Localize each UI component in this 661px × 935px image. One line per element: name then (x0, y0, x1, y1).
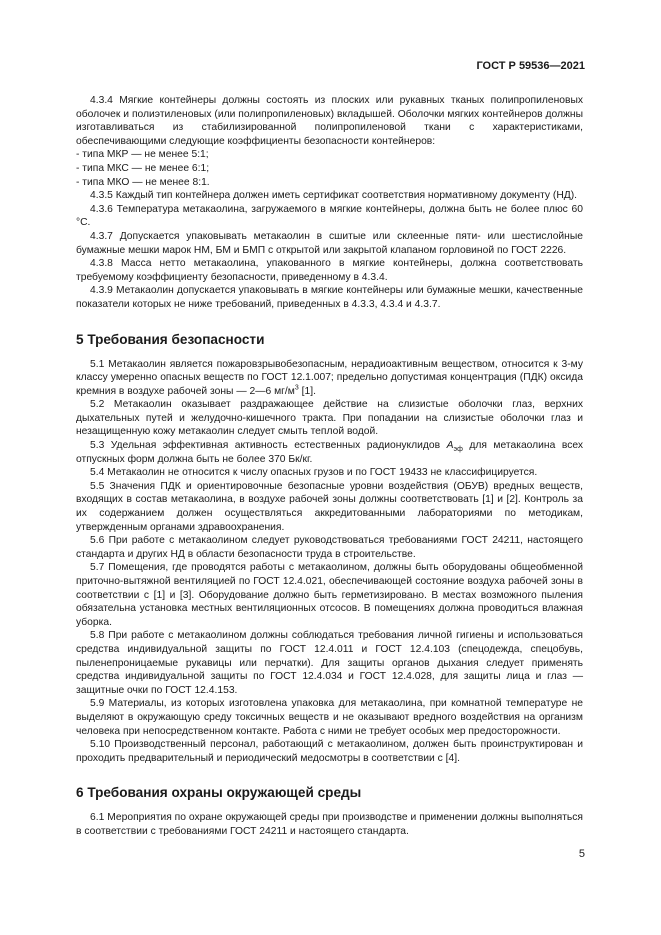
activity-symbol: А (446, 440, 454, 452)
list-item: - типа МКО — не менее 8:1. (76, 176, 210, 188)
section-5-title: 5 Требования безопасности (76, 331, 265, 347)
clause-5-1 (76, 358, 583, 399)
clause-5-2: 5.2 Метакаолин оказывает раздражающее действие на слизистые оболочки глаз, верхних дыхательных путей и желудочно-кишечного тракта. При попадании на слизистые оболочки глаз и незащищенную кожу метакаолин следует смыть теплой водой. (76, 399, 583, 438)
page-number: 5 (578, 848, 585, 860)
clause-4-3-7: 4.3.7 Допускается упаковывать метакаолин в сшитые или склеенные пяти- или шестислойные бумажные мешки марок НМ, БМ и БМП с открытой или закрытой клапаном горловиной по ГОСТ 2226. (76, 230, 583, 256)
clause-4-3-4: 4.3.4 Мягкие контейнеры должны состоять из плоских или рукавных тканых полипропиленовых оболочек и полиэтиленовых (или полипропиленовых) вкладышей. Оболочки мягких контейнеров должны изготавливаться из стабилизированной полипропиленовой ткани с характеристиками, обеспечивающими следующие коэффициенты безопасности контейнеров: (76, 95, 583, 147)
clause-4-3-9: 4.3.9 Метакаолин допускается упаковывать в мягкие контейнеры или бумажные мешки, качественные показатели которых не ниже требований, приведенных в 4.3.3, 4.3.4 и 4.3.7. (76, 285, 583, 310)
clause-5-3-text-end: для метакаолина всех отпускных форм должна быть не более 370 Бк/кг. (76, 440, 583, 465)
clause-4-3-8: 4.3.8 Масса нетто метакаолина, упакованного в мягкие контейнеры, должна соответствовать требуемому коэффициенту безопасности, приведенному в 4.3.4. (76, 258, 583, 283)
clause-5-10: 5.10 Производственный персонал, работающий с метакаолином, должен быть проинструктирован и проходить предварительный и периодический медосмотры в соответствии с [4]. (76, 739, 583, 764)
superscript: 3 (294, 384, 299, 392)
clause-4-3-6: 4.3.6 Температура метакаолина, загружаемого в мягкие контейнеры, должна быть не более плюс 60 °С. (76, 203, 583, 229)
clause-5-1-ref: [1]. (298, 385, 316, 397)
clause-5-4: 5.4 Метакаолин не относится к числу опасных грузов и по ГОСТ 19433 не классифицируется. (90, 467, 538, 479)
clause-5-7: 5.7 Помещения, где проводятся работы с метакаолином, должны быть оборудованы общеобменной приточно-вытяжной вентиляцией по ГОСТ 12.4.021, обеспечивающей состояние воздуха рабочей зоны в соответствии с [1] и [3]. Оборудование должно быть герметизировано. В местах возможного пыления обязательна установка местных вентиляционных отсосов. В помещениях должна проводиться влажная уборка. (76, 562, 583, 628)
clause-4-3-5: 4.3.5 Каждый тип контейнера должен иметь сертификат соответствия нормативному документу (НД). (90, 190, 578, 202)
clause-5-3 (76, 439, 583, 466)
section-6-title: 6 Требования охраны окружающей среды (76, 785, 362, 801)
clause-5-3-text: 5.3 Удельная эффективная активность естественных радионуклидов (90, 440, 447, 452)
subscript: эф (453, 446, 463, 454)
clause-5-5: 5.5 Значения ПДК и ориентировочные безопасные уровни воздействия (ОБУВ) вредных веществ, входящих в состав метакаолина, в воздухе рабочей зоны должны соответствовать [1] и [2]. Контроль за их содержанием должен осуществляться аккредитованными лабораториями по методикам, утвержденным органами здравоохранения. (76, 480, 583, 533)
standard-header: ГОСТ Р 59536—2021 (476, 60, 585, 72)
clause-5-6: 5.6 При работе с метакаолином следует руководствоваться требованиями ГОСТ 24211, настоящего стандарта и других НД в области безопасности труда в строительстве. (76, 535, 583, 560)
list-item: - типа МКР — не менее 5:1; (76, 149, 209, 161)
list-item: - типа МКС — не менее 6:1; (76, 162, 210, 174)
page-content (76, 94, 583, 839)
clause-5-8: 5.8 При работе с метакаолином должны соблюдаться требования личной гигиены и использоваться средства индивидуальной защиты по ГОСТ 12.4.011 и ГОСТ 12.4.103 (спецодежда, спецобувь, пыленепроницаемые рукавицы или перчатки). Для защиты органов дыхания следует применять средства индивидуальной защиты по ГОСТ 12.4.034 и ГОСТ 12.4.028, для защиты лица и глаз — защитные очки по ГОСТ 12.4.153. (76, 630, 583, 696)
clause-6-1: 6.1 Мероприятия по охране окружающей среды при производстве и применении должны выполняться в соответствии с требованиями ГОСТ 24211 и настоящего стандарта. (76, 812, 583, 837)
clause-5-9: 5.9 Материалы, из которых изготовлена упаковка для метакаолина, при комнатной температуре не выделяют в окружающую среду токсичных веществ и не оказывают вредного воздействия на организм человека при непосредственном контакте. Работа с ними не требует особых мер предосторожности. (76, 698, 583, 737)
clause-5-1-text: 5.1 Метакаолин является пожаровзрывобезопасным, нерадиоактивным веществом, относится к 3-му классу умеренно опасных веществ по ГОСТ 12.1.007; предельно допустимая концентрация (ПДК) оксида кремния в воздухе рабочей зоны — 2—6 мг/м (76, 358, 583, 397)
